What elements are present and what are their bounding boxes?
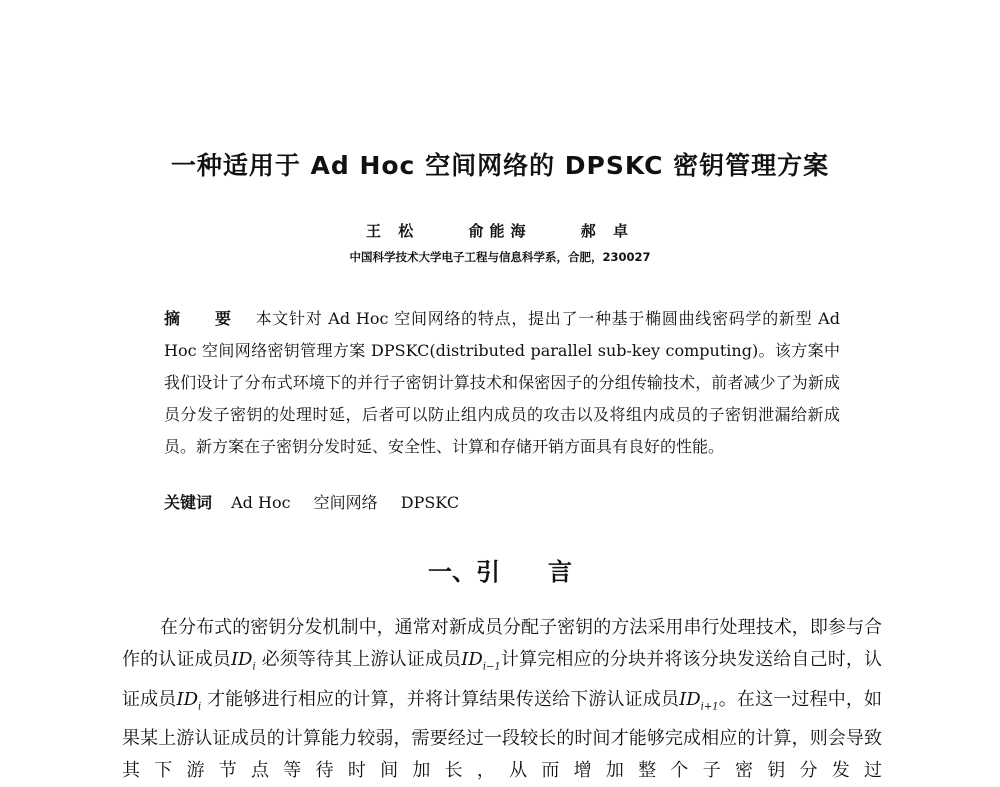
author-list bbox=[0, 220, 1000, 241]
body-text-4: 才能够进行相应的计算，并将计算结果传送给下游认证成员 bbox=[207, 688, 680, 710]
keywords bbox=[164, 490, 840, 513]
body-text-1: 在分布式的密钥分发机制中，通常对新成员分配子密钥的方法采用串行处理技术，即参与合作的认证成员 bbox=[122, 617, 882, 670]
keyword-1: Ad Hoc bbox=[231, 493, 291, 512]
var-id-i: $ID_i$ bbox=[230, 649, 256, 673]
author-2: 俞能海 bbox=[468, 222, 532, 240]
var-id-i-2: $ID_i$ bbox=[176, 688, 202, 713]
keywords-label: 关键词 bbox=[164, 493, 213, 512]
author-3: 郝 卓 bbox=[580, 222, 634, 240]
var-id-im1: $ID_{i-1}$ bbox=[461, 649, 501, 673]
keyword-3: DPSKC bbox=[400, 493, 460, 512]
section-title: 言 bbox=[548, 558, 572, 586]
abstract bbox=[164, 303, 840, 463]
abstract-label: 摘 要 bbox=[164, 309, 246, 328]
paper-title: 一种适用于 Ad Hoc 空间网络的 DPSKC 密钥管理方案 bbox=[170, 151, 830, 180]
author-1: 王 松 bbox=[366, 222, 420, 240]
var-id-ip1: $ID_{i+1}$ bbox=[679, 688, 719, 713]
section-number: 一、引 bbox=[428, 558, 500, 586]
body-text-2: 必须等待其上游认证成员 bbox=[261, 649, 462, 670]
keyword-2: 空间网络 bbox=[313, 493, 378, 512]
body-text-3: 计算完相应的分块并将该分块发送给自己时，认证成员 bbox=[122, 649, 883, 710]
affiliation: 中国科学技术大学电子工程与信息科学系，合肥，230027 bbox=[349, 250, 651, 264]
body-text-5: 。在这一过程中，如果某上游认证成员的计算能力较弱，需要经过一段较长的时间才能够完成相应的计算，则会导致其下游节点等待时间加长，从而增加整个子密钥分发过 bbox=[122, 688, 883, 782]
abstract-text: 本文针对 Ad Hoc 空间网络的特点，提出了一种基于椭圆曲线密码学的新型 Ad Hoc 空间网络密钥管理方案 DPSKC(distributed parallel sub-key computing)。该方案中我们设计了分布式环境下的并行子密钥计算技术和保密因子的分组传输技术，前者减少了为新成员分发子密钥的处理时延，后者可以防止组内成员的攻击以及将组内成员的子密钥泄漏给新成员。新方案在子密钥分发时延、安全性、计算和存储开销方面具有良好的性能。 bbox=[164, 309, 840, 456]
section-heading bbox=[0, 552, 1000, 587]
body-paragraph bbox=[122, 612, 882, 787]
